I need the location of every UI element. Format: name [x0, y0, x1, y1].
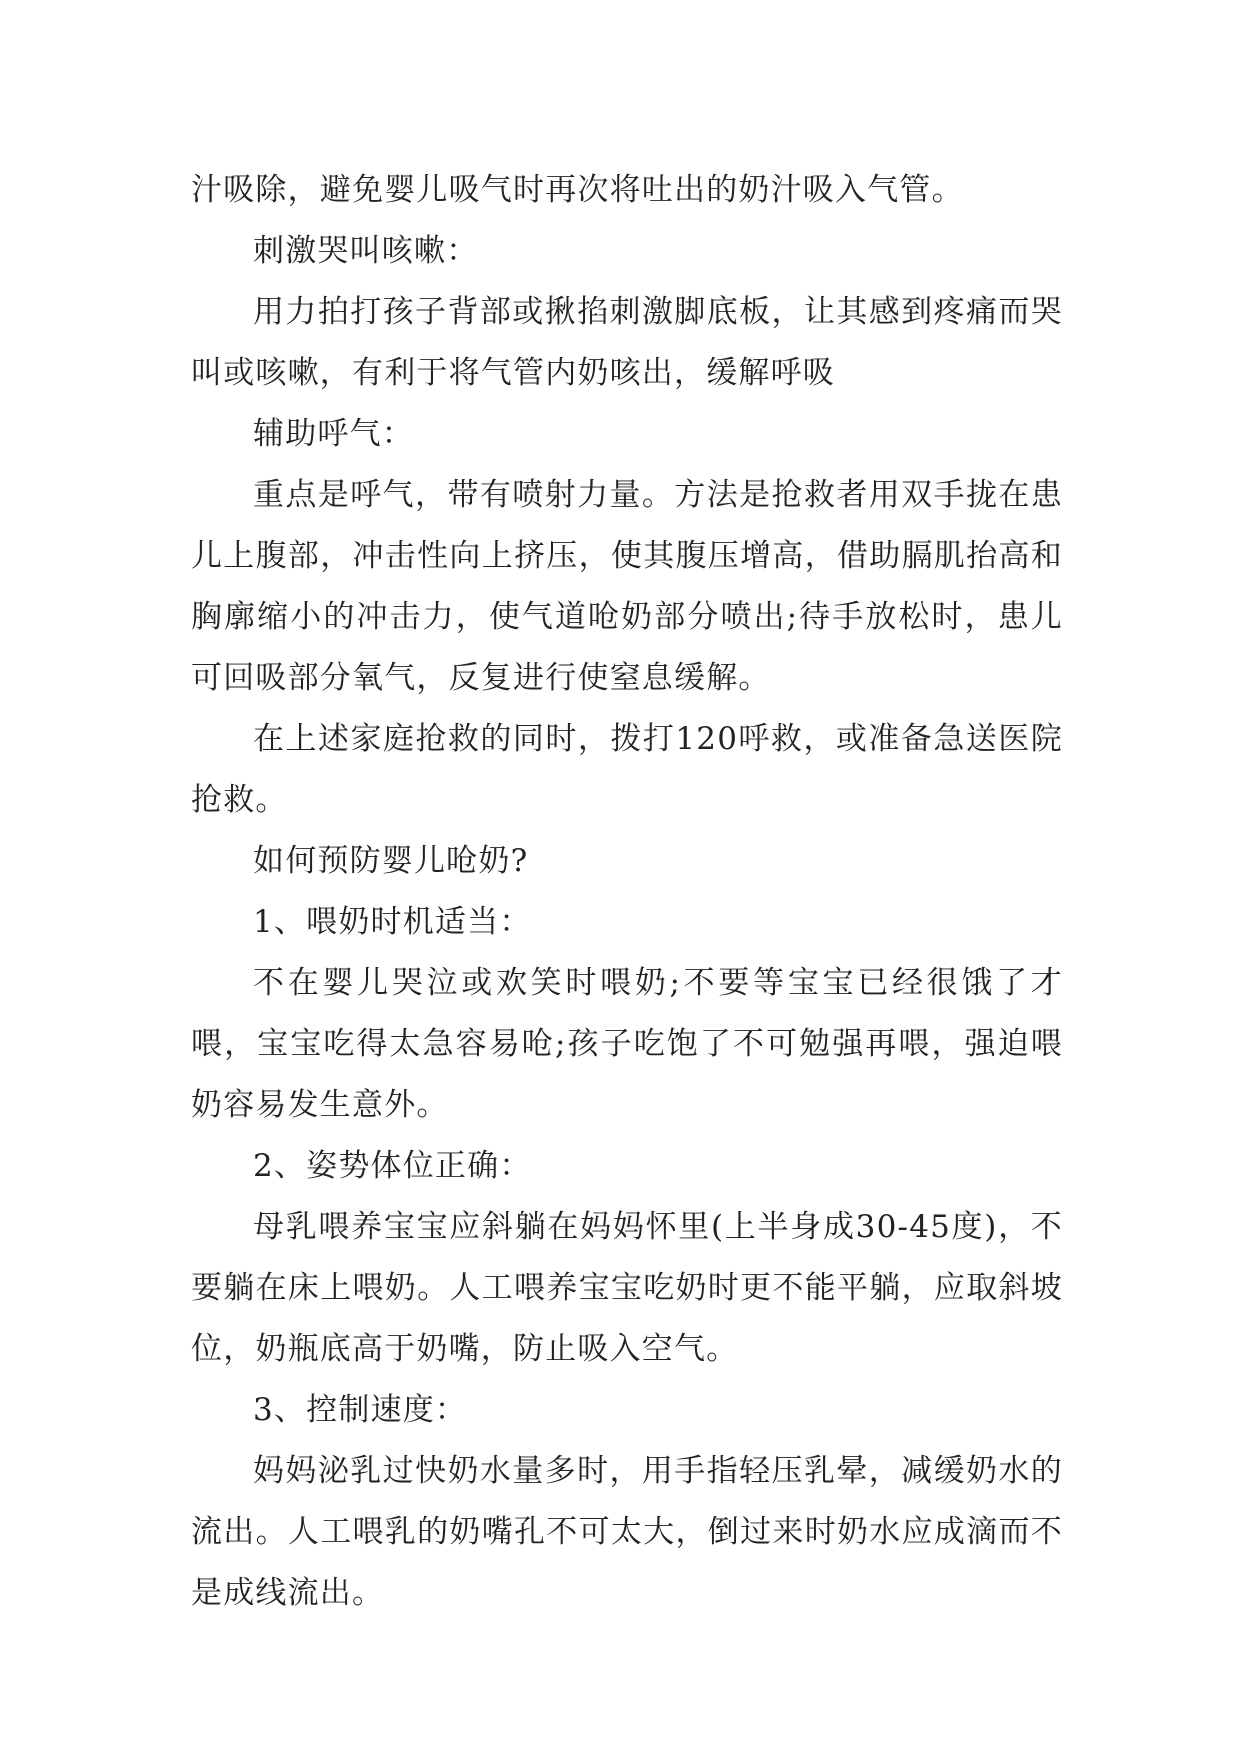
heading-prevention: 如何预防婴儿呛奶? [253, 843, 529, 879]
paragraph-continuation: 汁吸除，避免婴儿吸气时再次将吐出的奶汁吸入气管。 [191, 172, 964, 208]
document-body [191, 160, 1063, 1624]
heading-feeding-timing: 1、喂奶时机适当： [253, 904, 532, 940]
heading-posture: 2、姿势体位正确： [253, 1148, 532, 1184]
paragraph-call-emergency: 在上述家庭抢救的同时，拨打120呼救，或准备急送医院抢救。 [191, 721, 1063, 818]
paragraph-stimulate-crying: 用力拍打孩子背部或揪掐刺激脚底板，让其感到疼痛而哭叫或咳嗽，有利于将气管内奶咳出，缓解呼吸 [191, 294, 1063, 391]
heading-stimulate-crying: 刺激哭叫咳嗽： [253, 233, 479, 269]
paragraph-speed-control: 妈妈泌乳过快奶水量多时，用手指轻压乳晕，减缓奶水的流出。人工喂乳的奶嘴孔不可太大，倒过来时奶水应成滴而不是成线流出。 [191, 1453, 1063, 1611]
paragraph-assisted-exhale: 重点是呼气，带有喷射力量。方法是抢救者用双手拢在患儿上腹部，冲击性向上挤压，使其腹压增高，借助膈肌抬高和胸廓缩小的冲击力，使气道呛奶部分喷出;待手放松时，患儿可回吸部分氧气，反复进行使窒息缓解。 [191, 477, 1063, 696]
heading-assisted-exhale: 辅助呼气： [253, 416, 414, 452]
paragraph-posture: 母乳喂养宝宝应斜躺在妈妈怀里(上半身成30-45度)，不要躺在床上喂奶。人工喂养宝宝吃奶时更不能平躺，应取斜坡位，奶瓶底高于奶嘴，防止吸入空气。 [191, 1209, 1063, 1367]
heading-speed-control: 3、控制速度： [253, 1392, 468, 1428]
paragraph-feeding-timing: 不在婴儿哭泣或欢笑时喂奶;不要等宝宝已经很饿了才喂，宝宝吃得太急容易呛;孩子吃饱了不可勉强再喂，强迫喂奶容易发生意外。 [191, 965, 1063, 1123]
